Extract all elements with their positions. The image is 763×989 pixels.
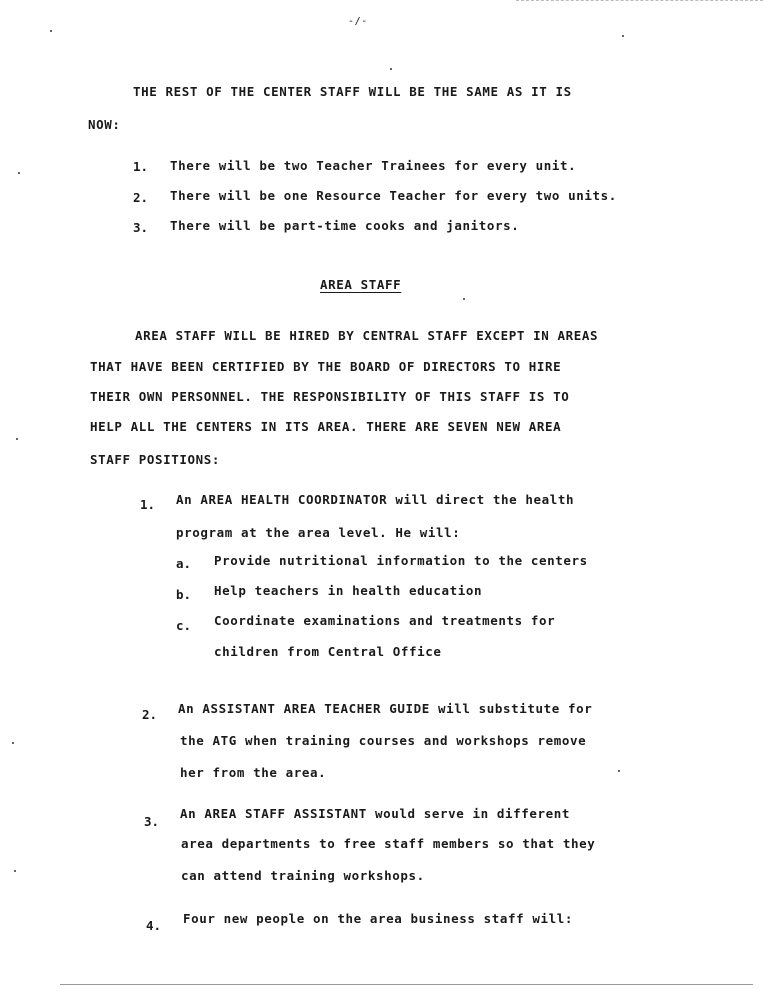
position-1-sub-b-text: Help teachers in health education (214, 583, 483, 598)
position-1-sub-b-letter: b. (176, 587, 192, 602)
position-1-line-2: program at the area level. He will: (176, 525, 461, 540)
scan-speck (622, 35, 624, 37)
center-item-2-number: 2. (133, 190, 149, 205)
area-staff-heading: AREA STAFF (320, 277, 402, 292)
position-1-sub-a-letter: a. (176, 556, 192, 571)
position-3-line-2: area departments to free staff members so that they (181, 836, 596, 851)
scan-speck (50, 30, 52, 32)
scan-speck (14, 870, 16, 872)
position-3-line-1: An AREA STAFF ASSISTANT would serve in different (180, 806, 571, 821)
position-1-sub-a-text: Provide nutritional information to the centers (214, 553, 588, 568)
scan-speck (390, 68, 392, 70)
center-item-1-number: 1. (133, 159, 149, 174)
scan-speck (16, 438, 18, 440)
center-item-2-text: There will be one Resource Teacher for every two units. (170, 188, 617, 203)
position-1-sub-c-line-1: Coordinate examinations and treatments for (214, 613, 556, 628)
position-1-sub-c-letter: c. (176, 618, 192, 633)
scan-speck (618, 770, 620, 772)
position-2-line-1: An ASSISTANT AREA TEACHER GUIDE will substitute for (178, 701, 593, 716)
area-para-line-3: THEIR OWN PERSONNEL. THE RESPONSIBILITY OF THIS STAFF IS TO (90, 389, 570, 404)
scan-speck (18, 172, 20, 174)
scan-speck (12, 742, 14, 744)
intro-line-2: NOW: (88, 117, 121, 132)
page-marker: -/- (348, 16, 368, 27)
position-1-sub-c-line-2: children from Central Office (214, 644, 442, 659)
position-4-number: 4. (146, 918, 162, 933)
position-1-line-1: An AREA HEALTH COORDINATOR will direct the health (176, 492, 575, 507)
intro-line-1: THE REST OF THE CENTER STAFF WILL BE THE SAME AS IT IS (133, 84, 572, 99)
scan-speck (463, 298, 465, 300)
center-item-1-text: There will be two Teacher Trainees for every unit. (170, 158, 577, 173)
position-2-line-2: the ATG when training courses and workshops remove (180, 733, 587, 748)
position-2-number: 2. (142, 707, 158, 722)
position-4-line-1: Four new people on the area business staff will: (183, 911, 574, 926)
area-para-line-5: STAFF POSITIONS: (90, 452, 221, 467)
position-1-number: 1. (140, 497, 156, 512)
center-item-3-number: 3. (133, 220, 149, 235)
area-para-line-4: HELP ALL THE CENTERS IN ITS AREA. THERE ARE SEVEN NEW AREA (90, 419, 562, 434)
area-para-line-2: THAT HAVE BEEN CERTIFIED BY THE BOARD OF DIRECTORS TO HIRE (90, 359, 562, 374)
area-para-line-1: AREA STAFF WILL BE HIRED BY CENTRAL STAFF EXCEPT IN AREAS (135, 328, 599, 343)
position-3-line-3: can attend training workshops. (181, 868, 425, 883)
scan-edge-mark (516, 0, 763, 1)
center-item-3-text: There will be part-time cooks and janitors. (170, 218, 520, 233)
position-3-number: 3. (144, 814, 160, 829)
scan-bottom-edge (60, 984, 753, 985)
position-2-line-3: her from the area. (180, 765, 327, 780)
